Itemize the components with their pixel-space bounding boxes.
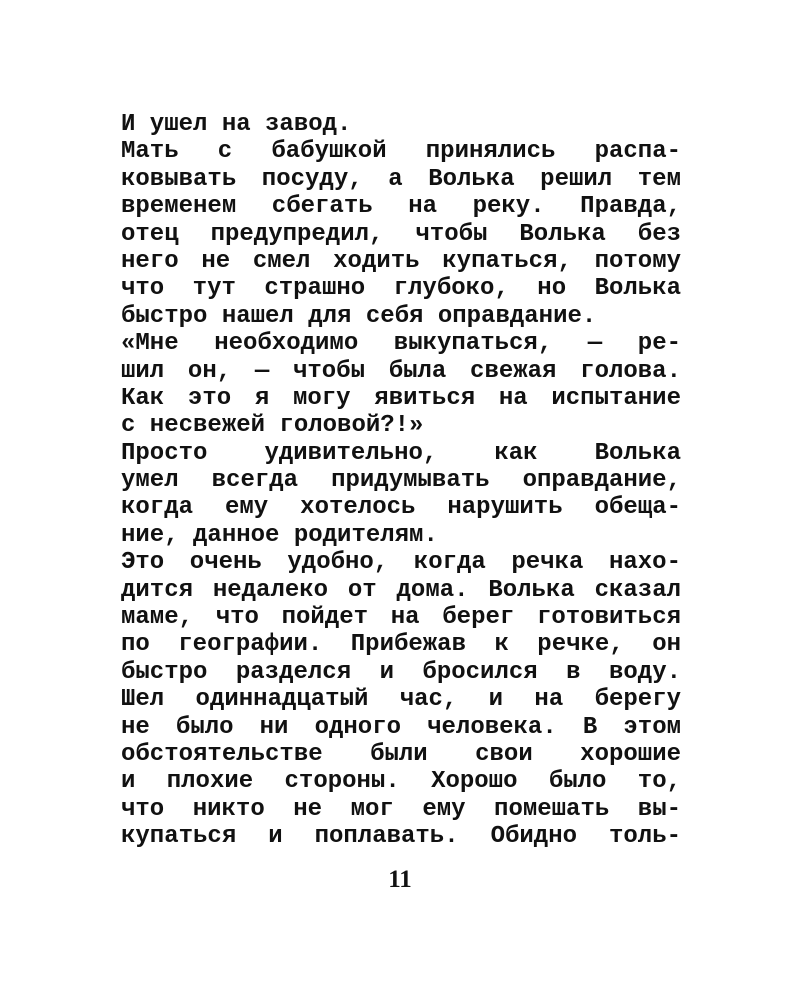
text-line: отец предупредил, чтобы Волька без [121,220,681,248]
text-line: купаться и поплавать. Обидно толь- [121,823,681,851]
text-line: «Мне необходимо выкупаться, — ре- [121,330,681,358]
text-line: него не смел ходить купаться, потому [121,247,681,275]
text-line: дится недалеко от дома. Волька сказал [121,576,681,604]
body-text [121,111,681,851]
text-line: не было ни одного человека. В этом [121,713,681,741]
text-line: Шел одиннадцатый час, и на берегу [121,686,681,714]
text-line: ние, данное родителям. [121,521,438,549]
text-line: умел всегда придумывать оправдание, [121,467,681,495]
text-line: что никто не мог ему помешать вы- [121,795,681,823]
text-line: обстоятельстве были свои хорошие [121,740,681,768]
text-line: Как это я могу явиться на испытание [121,384,681,412]
text-line: ковывать посуду, а Волька решил тем [121,165,681,193]
text-line: и плохие стороны. Хорошо было то, [121,768,681,796]
page-number: 11 [388,866,412,893]
text-line: с несвежей головой?!» [121,412,424,440]
text-line: что тут страшно глубоко, но Волька [121,275,681,303]
text-line: Просто удивительно, как Волька [121,439,681,467]
text-line: Мать с бабушкой принялись распа- [121,138,681,166]
text-line: Это очень удобно, когда речка нахо- [121,549,681,577]
text-line: когда ему хотелось нарушить обеща- [121,494,681,522]
text-line: шил он, — чтобы была свежая голова. [121,357,681,385]
text-line: быстро разделся и бросился в воду. [121,658,681,686]
text-line: быстро нашел для себя оправдание. [121,302,597,330]
text-line: И ушел на завод. [121,111,352,138]
text-line: по географии. Прибежав к речке, он [121,631,681,659]
text-line: временем сбегать на реку. Правда, [121,193,681,221]
text-line: маме, что пойдет на берег готовиться [121,604,681,632]
